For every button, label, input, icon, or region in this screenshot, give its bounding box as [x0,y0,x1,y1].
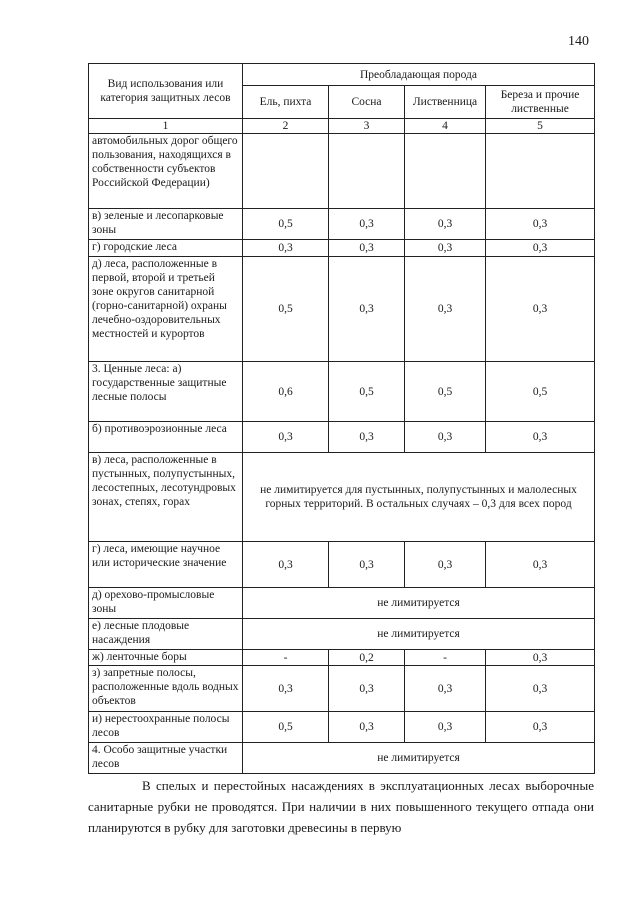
value-pine: 0,3 [329,542,405,588]
value-spruce-fir: 0,6 [243,362,329,422]
value-birch-other [486,134,595,209]
body-paragraph [88,775,594,838]
value-larch: 0,3 [405,542,486,588]
table-row [89,422,595,453]
table-row [89,362,595,422]
value-larch: 0,5 [405,362,486,422]
merged-note: не лимитируется для пустынных, полупустынных и малолесных горных территорий. В остальных случаях – 0,3 для всех пород [243,453,595,542]
table-row [89,712,595,743]
value-larch [405,134,486,209]
cutting-intensity-table [88,63,595,774]
value-pine: 0,3 [329,240,405,257]
row-category: в) зеленые и лесопарковые зоны [89,209,243,240]
table-row [89,619,595,650]
row-category: д) орехово-промысловые зоны [89,588,243,619]
value-birch-other: 0,3 [486,422,595,453]
value-spruce-fir: 0,5 [243,209,329,240]
value-spruce-fir: 0,3 [243,422,329,453]
value-birch-other: 0,3 [486,666,595,712]
table-row [89,134,595,209]
value-larch: 0,3 [405,240,486,257]
table-row [89,257,595,362]
value-spruce-fir: 0,5 [243,257,329,362]
row-category: и) нерестоохранные полосы лесов [89,712,243,743]
merged-note: не лимитируется [243,743,595,774]
value-birch-other: 0,3 [486,542,595,588]
merged-note: не лимитируется [243,588,595,619]
table-row [89,588,595,619]
value-pine: 0,2 [329,650,405,666]
value-larch: 0,3 [405,209,486,240]
row-category: б) противоэрозионные леса [89,422,243,453]
table-row [89,666,595,712]
value-spruce-fir: - [243,650,329,666]
value-birch-other: 0,3 [486,257,595,362]
table-row [89,240,595,257]
merged-note: не лимитируется [243,619,595,650]
value-pine: 0,3 [329,209,405,240]
value-birch-other: 0,3 [486,650,595,666]
header-category: Вид использования или категория защитных лесов [89,64,243,119]
table-row [89,542,595,588]
value-larch: - [405,650,486,666]
value-birch-other: 0,3 [486,240,595,257]
value-pine: 0,3 [329,666,405,712]
value-larch: 0,3 [405,422,486,453]
table-row [89,743,595,774]
value-pine: 0,3 [329,257,405,362]
header-dominant-species: Преобладающая порода [243,64,595,86]
value-birch-other: 0,5 [486,362,595,422]
value-spruce-fir: 0,3 [243,666,329,712]
row-category: г) леса, имеющие научное или исторические значение [89,542,243,588]
value-spruce-fir: 0,5 [243,712,329,743]
header-pine: Сосна [329,86,405,119]
column-number: 1 [89,119,243,134]
value-pine: 0,3 [329,422,405,453]
value-birch-other: 0,3 [486,712,595,743]
value-pine: 0,3 [329,712,405,743]
column-number: 4 [405,119,486,134]
header-birch-other: Береза и прочие лиственные [486,86,595,119]
row-category: д) леса, расположенные в первой, второй и третьей зоне округов санитарной (горно-санитарной) охраны лечебно-оздоровительных местностей и курортов [89,257,243,362]
row-category: ж) ленточные боры [89,650,243,666]
table-row [89,650,595,666]
value-larch: 0,3 [405,666,486,712]
row-category: з) запретные полосы, расположенные вдоль водных объектов [89,666,243,712]
row-category: автомобильных дорог общего пользования, находящихся в собственности субъектов Российской Федерации) [89,134,243,209]
column-number: 5 [486,119,595,134]
column-number: 2 [243,119,329,134]
row-category: 3. Ценные леса: а) государственные защитные лесные полосы [89,362,243,422]
paragraph-text: В спелых и перестойных насаждениях в эксплуатационных лесах выборочные санитарные рубки не проводятся. При наличии в них повышенного текущего отпада они планируются в рубку для заготовки древесины в первую [88,778,594,835]
value-larch: 0,3 [405,712,486,743]
value-birch-other: 0,3 [486,209,595,240]
value-spruce-fir [243,134,329,209]
row-category: в) леса, расположенные в пустынных, полупустынных, лесостепных, лесотундровых зонах, степях, горах [89,453,243,542]
row-category: г) городские леса [89,240,243,257]
table-row [89,453,595,542]
header-larch: Лиственница [405,86,486,119]
row-category: 4. Особо защитные участки лесов [89,743,243,774]
row-category: е) лесные плодовые насаждения [89,619,243,650]
column-number: 3 [329,119,405,134]
value-pine: 0,5 [329,362,405,422]
table-row [89,209,595,240]
value-larch: 0,3 [405,257,486,362]
page-number: 140 [568,34,589,49]
value-spruce-fir: 0,3 [243,240,329,257]
value-pine [329,134,405,209]
header-spruce-fir: Ель, пихта [243,86,329,119]
value-spruce-fir: 0,3 [243,542,329,588]
